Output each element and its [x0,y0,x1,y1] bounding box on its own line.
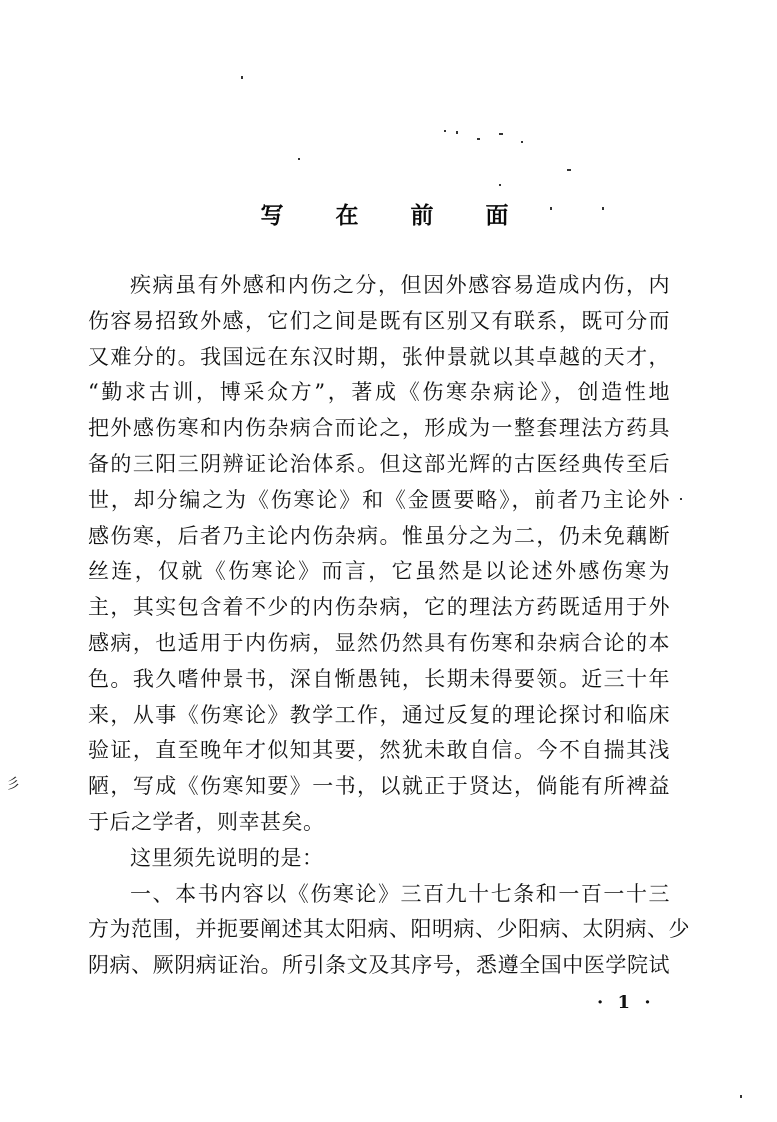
text-line: 世，却分编之为《伤寒论》和《金匮要略》，前者乃主论外 [88,487,670,512]
scan-speck [477,138,480,140]
text-line: 疾病虽有外感和内伤之分，但因外感容易造成内伤，内 [130,273,670,297]
body-text [88,268,690,984]
text-line: 陋，写成《伤寒知要》一书，以就正于贤达，倘能有所裨益 [88,774,670,799]
text-line: 伤容易招致外感，它们之间是既有区别又有联系，既可分而 [88,308,670,333]
paragraph-item-1 [88,877,690,984]
scan-speck [521,141,523,143]
text-line: 一、本书内容以《伤寒论》三百九十七条和一百一十三 [130,881,670,906]
paragraph-note-intro [88,841,670,877]
text-line: “勤求古训，博采众方”，著成《伤寒杂病论》，创造性地 [88,380,670,405]
scan-speck [567,169,571,171]
text-line: 阴病、厥阴病证治。所引条文及其序号，悉遵全国中医学院试 [88,953,670,978]
margin-mark: 彡 [4,776,20,790]
scan-speck [241,76,243,79]
text-line: 于后之学者，则幸甚矣。 [88,809,325,834]
text-line: 丝连，仅就《伤寒论》而言，它虽然是以论述外感伤寒为 [88,559,670,584]
page-number: · 1 · [597,992,655,1013]
scan-speck [680,498,682,500]
page-title: 写 在 前 面 [260,203,531,229]
text-line: 主，其实包含着不少的内伤杂病，它的理法方药既适用于外 [88,595,670,620]
scan-speck [499,133,503,135]
text-line: 又难分的。我国远在东汉时期，张仲景就以其卓越的天才， [88,344,670,369]
text-line: 来，从事《伤寒论》教学工作，通过反复的理论探讨和临床 [88,702,670,727]
paragraph-intro [88,268,670,841]
text-line: 方为范围，并扼要阐述其太阳病、阳明病、少阳病、太阴病、少 [88,917,690,942]
scan-speck [740,1095,742,1098]
text-line: 验证，直至晚年才似知其要，然犹未敢自信。今不自揣其浅 [88,738,670,763]
scan-speck [298,158,300,160]
text-line: 把外感伤寒和内伤杂病合而论之，形成为一整套理法方药具 [88,416,670,441]
text-line: 备的三阳三阴辨证论治体系。但这部光辉的古医经典传至后 [88,451,670,476]
text-line: 感伤寒，后者乃主论内伤杂病。惟虽分之为二，仍未免藕断 [88,523,670,548]
text-line: 这里须先说明的是： [130,845,324,870]
scan-speck [456,131,458,134]
scan-speck [444,130,446,132]
text-line: 色。我久嗜仲景书，深自惭愚钝，长期未得要领。近三十年 [88,666,670,691]
scan-speck [499,184,501,186]
text-line: 感病，也适用于内伤病，显然仍然具有伤寒和杂病合论的本 [88,630,670,655]
